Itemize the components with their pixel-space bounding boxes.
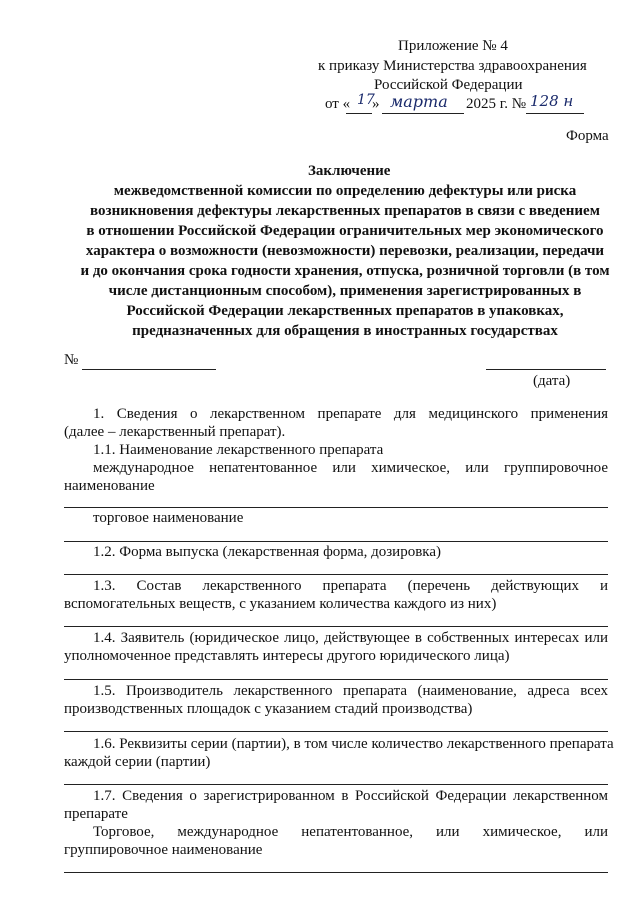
section-1-1: 1.1. Наименование лекарственного препарата	[93, 442, 384, 458]
blank-line	[64, 679, 608, 680]
order-number-underline	[526, 113, 584, 114]
title-line: межведомственной комиссии по определению дефектуры или риска	[113, 183, 577, 199]
title-line: в отношении Российской Федерации ограничительных мер экономического	[86, 223, 604, 239]
date-month-underline	[382, 113, 464, 114]
number-sign: №	[64, 352, 79, 368]
section-1-7-line1: 1.7. Сведения о зарегистрированном в Российской Федерации лекарственном	[93, 788, 608, 804]
title-line: числе дистанционным способом), применения зарегистрированных в	[108, 283, 582, 299]
inn-line2: наименование	[64, 478, 155, 494]
blank-line	[64, 626, 608, 627]
order-date-line	[325, 96, 350, 113]
order-country-line: Российской Федерации	[374, 77, 523, 93]
section-1-6-line2: каждой серии (партии)	[64, 754, 211, 770]
section-1-7-line3: Торговое, международное непатентованное, или химическое, или	[93, 824, 608, 840]
section-1-7-line2: препарате	[64, 806, 128, 822]
date-day-underline	[346, 113, 372, 114]
section-1-6-line1: 1.6. Реквизиты серии (партии), в том числе количество лекарственного препарата	[93, 736, 614, 752]
blank-line	[64, 872, 608, 873]
section-1-2: 1.2. Форма выпуска (лекарственная форма, дозировка)	[93, 544, 441, 560]
order-number-handwritten: 128 н	[530, 92, 574, 110]
section-1-5-line1: 1.5. Производитель лекарственного препарата (наименование, адреса всех	[93, 683, 608, 699]
blank-line	[64, 541, 608, 542]
trade-name-label: торговое наименование	[93, 510, 244, 526]
section-1-4-line1: 1.4. Заявитель (юридическое лицо, действующее в собственных интересах или	[93, 630, 608, 646]
form-label: Форма	[566, 128, 609, 144]
blank-line	[64, 731, 608, 732]
date-month-handwritten: марта	[390, 92, 448, 111]
title-line: Российской Федерации лекарственных препаратов в упаковках,	[126, 303, 564, 319]
date-underline	[486, 369, 606, 370]
appendix-label: Приложение № 4	[398, 38, 508, 54]
section-1-line1: 1. Сведения о лекарственном препарате для медицинского применения	[93, 406, 608, 422]
date-caption: (дата)	[533, 373, 571, 389]
number-underline	[82, 369, 216, 370]
blank-line	[64, 784, 608, 785]
date-year-suffix: 2025 г. №	[466, 96, 527, 112]
section-1-5-line2: производственных площадок с указанием стадий производства)	[64, 701, 473, 717]
title-line: характера о возможности (невозможности) перевозки, реализации, передачи	[85, 243, 605, 259]
inn-line1: международное непатентованное или химическое, или группировочное	[93, 460, 608, 476]
order-ministry-line: к приказу Министерства здравоохранения	[318, 58, 587, 74]
date-quote-close: »	[372, 96, 380, 112]
section-1-line2: (далее – лекарственный препарат).	[64, 424, 286, 440]
date-prefix: от «	[325, 96, 351, 112]
document-heading: Заключение	[308, 163, 391, 179]
date-day-handwritten: 17	[357, 92, 375, 108]
section-1-7-line4: группировочное наименование	[64, 842, 263, 858]
title-line: предназначенных для обращения в иностранных государствах	[132, 323, 558, 339]
title-line: возникновения дефектуры лекарственных препаратов в связи с введением	[90, 203, 600, 219]
blank-line	[64, 574, 608, 575]
section-1-3-line1: 1.3. Состав лекарственного препарата (перечень действующих и	[93, 578, 608, 594]
blank-line	[64, 507, 608, 508]
title-line: и до окончания срока годности хранения, отпуска, розничной торговли (в том	[80, 263, 610, 279]
document-title	[50, 181, 640, 341]
section-1-4-line2: уполномоченное представлять интересы другого юридического лица)	[64, 648, 510, 664]
section-1-3-line2: вспомогательных веществ, с указанием количества каждого из них)	[64, 596, 497, 612]
